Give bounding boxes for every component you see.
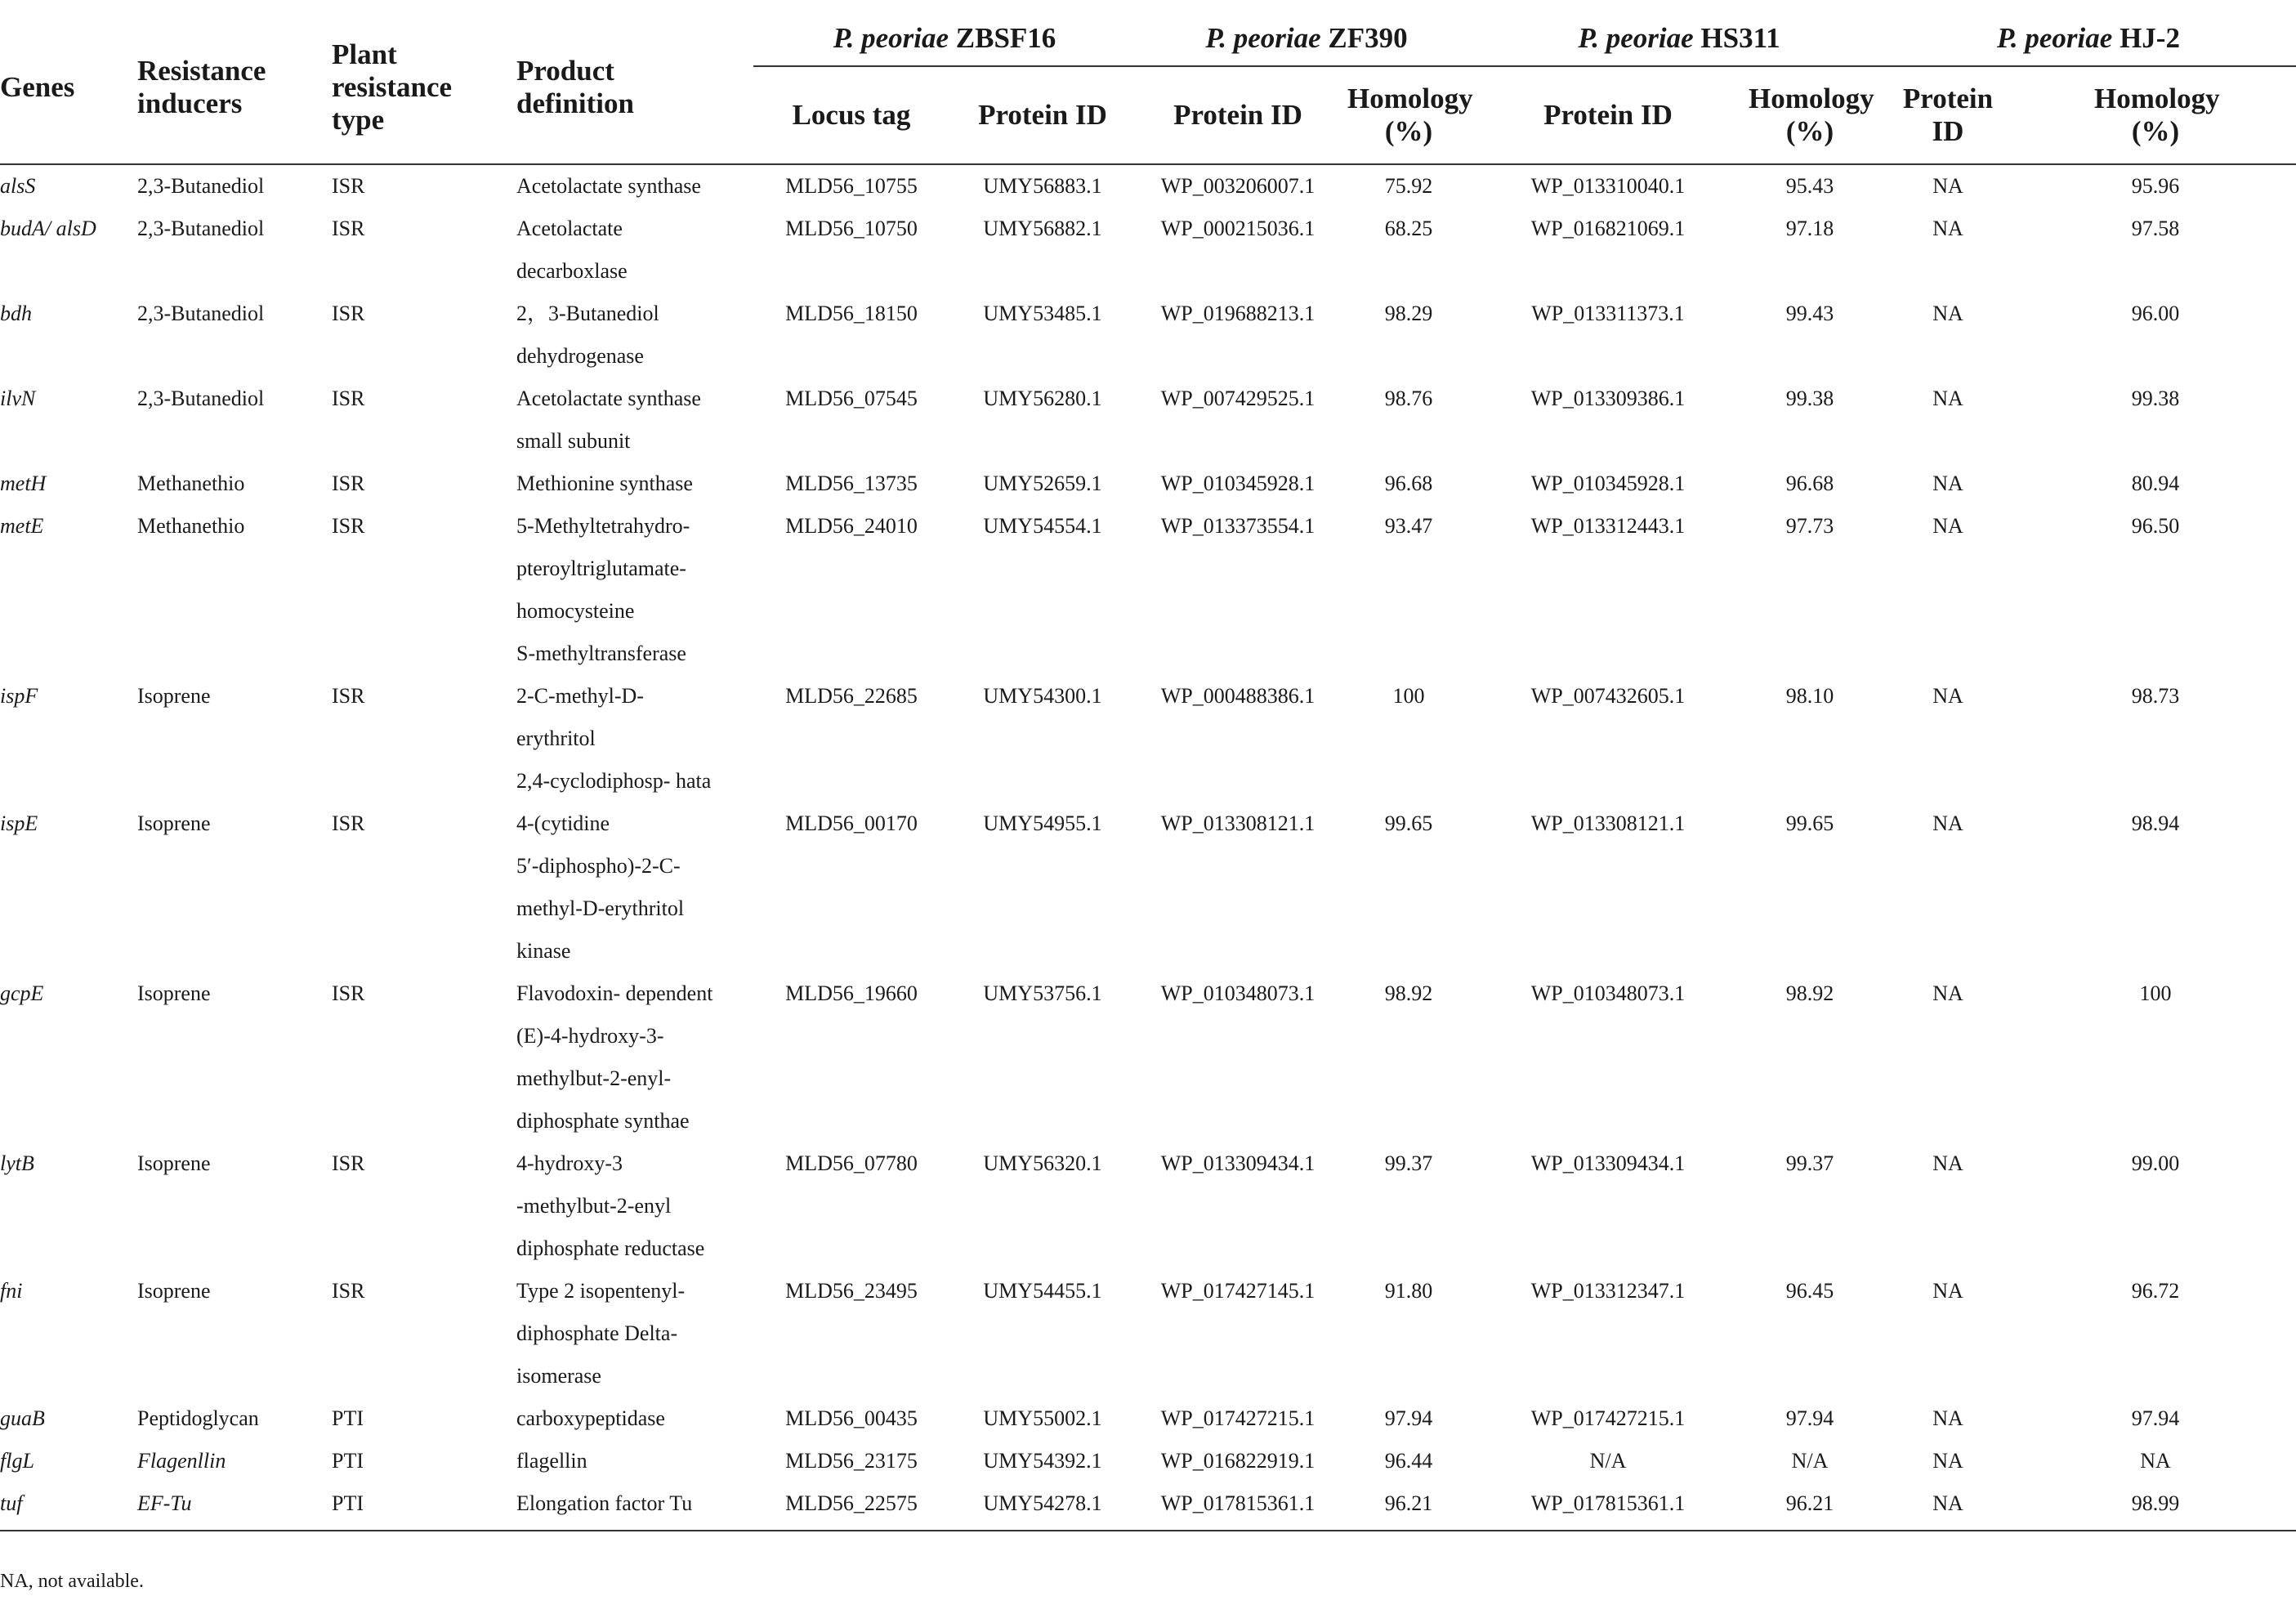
cell-locus-tag: MLD56_07780 (785, 1151, 918, 1175)
subheader-protein-id-hj2 (1881, 66, 2015, 164)
cell-homology-zf390: 99.37 (1384, 1151, 1433, 1175)
cell-protein-id-hs311: WP_010348073.1 (1530, 981, 1686, 1005)
cell-inducer: Peptidoglycan (137, 1406, 259, 1430)
cell-locus-tag: MLD56_24010 (785, 514, 918, 538)
cell-homology-hj2: 96.72 (2131, 1279, 2180, 1303)
cell-protein-id-hs311: WP_013312443.1 (1530, 514, 1686, 538)
cell-gene: metH (0, 472, 47, 495)
product-line: isomerase (516, 1364, 601, 1388)
cell-gene: gcpE (0, 981, 44, 1005)
cell-homology-hs311: 96.21 (1739, 1482, 1881, 1531)
cell-homology-hj2: 98.94 (2131, 811, 2180, 835)
cell-protein-id-zf390: WP_017815361.1 (1136, 1482, 1340, 1531)
cell-homology-hs311: 97.18 (1785, 217, 1834, 240)
cell-product-definition (516, 505, 753, 675)
cell-protein-id-zf390: WP_007429525.1 (1160, 387, 1316, 410)
table-body (0, 164, 2296, 1531)
subheader-homology-text: Homology (%) (1749, 83, 1874, 147)
cell-homology-zf390: 68.25 (1384, 217, 1433, 240)
cell-product-definition (516, 164, 753, 208)
cell-protein-id-hj2: NA (1932, 684, 1963, 708)
table-row (0, 1482, 2296, 1531)
cell-protein-id: UMY54278.1 (949, 1482, 1136, 1531)
cell-resistance-type: ISR (332, 217, 365, 240)
cell-gene: budA/ alsD (0, 217, 96, 240)
cell-resistance-type: PTI (332, 1482, 516, 1531)
cell-protein-id: UMY54300.1 (983, 684, 1102, 708)
cell-inducer: Isoprene (137, 1151, 211, 1175)
subheader-homology-hj2 (2015, 66, 2296, 164)
cell-protein-id-zf390: WP_013308121.1 (1160, 811, 1316, 835)
cell-homology-zf390: 97.94 (1384, 1406, 1433, 1430)
cell-protein-id-zf390: WP_016822919.1 (1160, 1449, 1316, 1473)
product-line: flagellin (516, 1449, 587, 1473)
cell-homology-zf390: 99.65 (1384, 811, 1433, 835)
cell-protein-id-hj2: NA (1932, 302, 1963, 325)
cell-homology-hj2: 98.73 (2131, 684, 2180, 708)
cell-inducer: EF-Tu (137, 1482, 332, 1531)
cell-locus-tag: MLD56_13735 (785, 472, 918, 495)
cell-protein-id: UMY56280.1 (983, 387, 1102, 410)
product-line: dehydrogenase (516, 344, 644, 368)
group-strain: HS311 (1700, 22, 1780, 54)
product-line: methyl-D-erythritol (516, 896, 685, 920)
cell-product-definition (516, 1397, 753, 1440)
product-line: -methylbut-2-enyl (516, 1194, 672, 1218)
cell-gene: guaB (0, 1406, 45, 1430)
cell-protein-id-hj2: NA (1932, 472, 1963, 495)
cell-homology-hs311: 98.92 (1785, 981, 1834, 1005)
cell-protein-id-hj2: NA (1932, 1151, 1963, 1175)
cell-protein-id: UMY54955.1 (983, 811, 1102, 835)
cell-protein-id: UMY56882.1 (983, 217, 1102, 240)
subheader-protein-id: Protein ID (949, 66, 1136, 164)
cell-gene: ispE (0, 811, 38, 835)
product-line: small subunit (516, 429, 631, 453)
header-genes: Genes (0, 11, 137, 164)
cell-gene: fni (0, 1279, 23, 1303)
product-line: Flavodoxin- dependent (516, 981, 713, 1005)
group-header-hs311 (1477, 11, 1881, 66)
cell-protein-id-hj2: NA (1932, 1449, 1963, 1473)
cell-locus-tag: MLD56_22575 (753, 1482, 949, 1531)
cell-locus-tag: MLD56_23495 (785, 1279, 918, 1303)
header-product-definition (516, 11, 753, 164)
cell-gene: flgL (0, 1449, 34, 1473)
cell-protein-id-hj2: NA (1932, 174, 1963, 198)
cell-locus-tag: MLD56_22685 (785, 684, 918, 708)
cell-locus-tag: MLD56_07545 (785, 387, 918, 410)
subheader-protein-id-zf390: Protein ID (1136, 66, 1340, 164)
product-line: diphosphate synthae (516, 1109, 690, 1133)
cell-homology-hs311: 95.43 (1785, 174, 1834, 198)
table-row (0, 675, 2296, 802)
cell-resistance-type: PTI (332, 1406, 364, 1430)
cell-protein-id-hj2: NA (1881, 1482, 2015, 1531)
cell-product-definition (516, 675, 753, 802)
product-line: diphosphate Delta- (516, 1321, 678, 1345)
cell-homology-hj2: NA (2140, 1449, 2171, 1473)
cell-homology-hs311: 99.38 (1785, 387, 1834, 410)
cell-homology-hs311: 99.43 (1785, 302, 1834, 325)
product-line: erythritol (516, 726, 596, 750)
table-row (0, 972, 2296, 1142)
cell-protein-id-hs311: WP_013308121.1 (1530, 811, 1686, 835)
cell-protein-id: UMY52659.1 (983, 472, 1102, 495)
cell-protein-id-hs311: WP_010345928.1 (1530, 472, 1686, 495)
cell-gene: tuf (0, 1482, 137, 1531)
product-line: Acetolactate synthase (516, 174, 701, 198)
product-line: Methionine synthase (516, 472, 693, 495)
table-row (0, 1440, 2296, 1482)
group-header-hj2 (1881, 11, 2296, 66)
product-line: Type 2 isopentenyl- (516, 1279, 686, 1303)
cell-homology-hj2: 96.50 (2131, 514, 2180, 538)
cell-inducer: Flagenllin (137, 1449, 226, 1473)
cell-gene: alsS (0, 174, 36, 198)
group-strain: ZBSF16 (955, 22, 1056, 54)
cell-homology-hs311: 99.37 (1785, 1151, 1834, 1175)
cell-homology-hj2: 98.99 (2015, 1482, 2296, 1531)
product-line: 5′-diphospho)-2-C- (516, 854, 681, 878)
cell-protein-id-zf390: WP_010345928.1 (1160, 472, 1316, 495)
product-line: 2-C-methyl-D- (516, 684, 644, 708)
table-row (0, 1397, 2296, 1440)
product-line: kinase (516, 939, 571, 963)
cell-protein-id-hs311: WP_017815361.1 (1477, 1482, 1739, 1531)
cell-locus-tag: MLD56_18150 (785, 302, 918, 325)
table-row (0, 293, 2296, 378)
cell-homology-hj2: 96.00 (2131, 302, 2180, 325)
cell-product-definition (516, 1482, 753, 1531)
product-line: Elongation factor Tu (516, 1491, 693, 1515)
cell-homology-zf390: 100 (1392, 684, 1425, 708)
cell-homology-zf390: 75.92 (1384, 174, 1433, 198)
cell-locus-tag: MLD56_10755 (785, 174, 918, 198)
cell-gene: ilvN (0, 387, 36, 410)
cell-homology-zf390: 93.47 (1384, 514, 1433, 538)
cell-locus-tag: MLD56_00170 (785, 811, 918, 835)
group-strain: ZF390 (1328, 22, 1408, 54)
cell-protein-id-zf390: WP_017427215.1 (1160, 1406, 1316, 1430)
cell-protein-id-hj2: NA (1932, 811, 1963, 835)
cell-resistance-type: ISR (332, 472, 365, 495)
subheader-homology-hs311 (1739, 66, 1881, 164)
header-resistance-inducers (137, 11, 332, 164)
product-line: diphosphate reductase (516, 1236, 705, 1260)
cell-protein-id-hj2: NA (1932, 1279, 1963, 1303)
cell-gene: metE (0, 514, 44, 538)
table-row (0, 802, 2296, 972)
cell-protein-id-zf390: WP_013309434.1 (1160, 1151, 1316, 1175)
cell-protein-id-hj2: NA (1932, 387, 1963, 410)
header-resistance-inducers-text: Resistance inducers (137, 55, 266, 119)
header-plant-resistance-type (332, 11, 516, 164)
cell-resistance-type: ISR (332, 1279, 365, 1303)
cell-product-definition (516, 208, 753, 293)
product-line: (E)-4-hydroxy-3- (516, 1024, 664, 1048)
cell-homology-zf390: 96.44 (1384, 1449, 1433, 1473)
subheader-protein-id-hs311: Protein ID (1477, 66, 1739, 164)
cell-resistance-type: PTI (332, 1449, 364, 1473)
cell-protein-id-hs311: WP_007432605.1 (1530, 684, 1686, 708)
cell-product-definition (516, 802, 753, 972)
cell-protein-id-zf390: WP_013373554.1 (1160, 514, 1316, 538)
cell-homology-hs311: 98.10 (1785, 684, 1834, 708)
product-line: 5-Methyltetrahydro- (516, 514, 690, 538)
cell-product-definition (516, 293, 753, 378)
product-line: 2,4-cyclodiphosp- hata (516, 769, 712, 793)
cell-homology-zf390: 98.92 (1384, 981, 1433, 1005)
cell-homology-hj2: 97.58 (2131, 217, 2180, 240)
cell-protein-id: UMY56883.1 (983, 174, 1102, 198)
product-line: carboxypeptidase (516, 1406, 665, 1430)
group-species: P. peoriae (833, 22, 949, 54)
cell-locus-tag: MLD56_00435 (785, 1406, 918, 1430)
table-footnote: NA, not available. (0, 1571, 144, 1592)
cell-protein-id-hs311: WP_013310040.1 (1530, 174, 1686, 198)
table-row (0, 463, 2296, 505)
cell-homology-hs311: 96.45 (1785, 1279, 1834, 1303)
cell-protein-id-zf390: WP_019688213.1 (1160, 302, 1316, 325)
cell-product-definition (516, 1270, 753, 1397)
subheader-protein-id-text: Protein ID (1902, 83, 1994, 147)
cell-protein-id-zf390: WP_003206007.1 (1160, 174, 1316, 198)
product-line: Acetolactate (516, 217, 623, 240)
cell-resistance-type: ISR (332, 514, 365, 538)
cell-homology-hs311: 97.94 (1785, 1406, 1834, 1430)
cell-product-definition (516, 1142, 753, 1270)
group-header-zf390 (1136, 11, 1477, 66)
cell-homology-hs311: 96.68 (1785, 472, 1834, 495)
subheader-homology-text: Homology (%) (2094, 83, 2220, 147)
cell-homology-hj2: 100 (2139, 981, 2172, 1005)
cell-inducer: Methanethio (137, 514, 245, 538)
cell-homology-hs311: 99.65 (1785, 811, 1834, 835)
product-line: decarboxlase (516, 259, 628, 283)
genes-table (0, 11, 2296, 1531)
cell-resistance-type: ISR (332, 684, 365, 708)
cell-protein-id-hs311: WP_013311373.1 (1531, 302, 1685, 325)
cell-homology-hj2: 80.94 (2131, 472, 2180, 495)
cell-locus-tag: MLD56_10750 (785, 217, 918, 240)
group-species: P. peoriae (1205, 22, 1321, 54)
cell-resistance-type: ISR (332, 811, 365, 835)
table-row (0, 208, 2296, 293)
cell-resistance-type: ISR (332, 1151, 365, 1175)
cell-inducer: 2,3-Butanediol (137, 387, 265, 410)
cell-gene: ispF (0, 684, 38, 708)
header-product-definition-text: Product definition (516, 55, 634, 119)
product-line: methylbut-2-enyl- (516, 1066, 672, 1090)
cell-homology-hs311: 97.73 (1785, 514, 1834, 538)
cell-inducer: Isoprene (137, 684, 211, 708)
cell-homology-zf390: 96.21 (1340, 1482, 1477, 1531)
product-line: 2，3-Butanediol (516, 302, 659, 325)
cell-homology-zf390: 91.80 (1384, 1279, 1433, 1303)
cell-protein-id-zf390: WP_010348073.1 (1160, 981, 1316, 1005)
cell-homology-zf390: 98.29 (1384, 302, 1433, 325)
cell-protein-id-hj2: NA (1932, 981, 1963, 1005)
product-line: S-methyltransferase (516, 642, 686, 665)
cell-protein-id-zf390: WP_000488386.1 (1160, 684, 1316, 708)
cell-protein-id: UMY54392.1 (983, 1449, 1102, 1473)
cell-homology-zf390: 98.76 (1384, 387, 1433, 410)
cell-protein-id-zf390: WP_000215036.1 (1160, 217, 1316, 240)
table-row (0, 505, 2296, 675)
cell-protein-id: UMY54455.1 (983, 1279, 1102, 1303)
product-line: Acetolactate synthase (516, 387, 701, 410)
cell-homology-hj2: 99.00 (2131, 1151, 2180, 1175)
cell-protein-id: UMY56320.1 (983, 1151, 1102, 1175)
header-row-groups (0, 11, 2296, 66)
table-row (0, 1270, 2296, 1397)
header-plant-resistance-type-text: Plant resistance type (332, 38, 453, 136)
cell-locus-tag: MLD56_19660 (785, 981, 918, 1005)
cell-inducer: Isoprene (137, 811, 211, 835)
group-strain: HJ-2 (2120, 22, 2180, 54)
cell-protein-id-hs311: WP_017427215.1 (1530, 1406, 1686, 1430)
cell-inducer: Isoprene (137, 981, 211, 1005)
cell-inducer: 2,3-Butanediol (137, 174, 265, 198)
cell-gene: lytB (0, 1151, 34, 1175)
table-row (0, 1142, 2296, 1270)
cell-resistance-type: ISR (332, 387, 365, 410)
cell-product-definition (516, 1440, 753, 1482)
cell-homology-hj2: 99.38 (2131, 387, 2180, 410)
cell-protein-id-hs311: N/A (1589, 1449, 1627, 1473)
group-species: P. peoriae (1578, 22, 1694, 54)
cell-protein-id-hj2: NA (1932, 514, 1963, 538)
table-row (0, 164, 2296, 208)
cell-protein-id-hs311: WP_013309386.1 (1530, 387, 1686, 410)
cell-protein-id-hs311: WP_013309434.1 (1530, 1151, 1686, 1175)
cell-protein-id-hj2: NA (1932, 1406, 1963, 1430)
subheader-locus-tag: Locus tag (753, 66, 949, 164)
cell-resistance-type: ISR (332, 302, 365, 325)
table-row (0, 378, 2296, 463)
cell-protein-id: UMY53485.1 (983, 302, 1102, 325)
cell-homology-hj2: 97.94 (2131, 1406, 2180, 1430)
cell-homology-hs311: N/A (1791, 1449, 1829, 1473)
cell-homology-hj2: 95.96 (2131, 174, 2180, 198)
cell-protein-id-hj2: NA (1932, 217, 1963, 240)
subheader-homology-text: Homology (%) (1347, 83, 1473, 147)
group-species: P. peoriae (1997, 22, 2113, 54)
subheader-homology-zf390 (1340, 66, 1477, 164)
cell-resistance-type: ISR (332, 174, 365, 198)
cell-inducer: 2,3-Butanediol (137, 302, 265, 325)
cell-inducer: Methanethio (137, 472, 245, 495)
cell-resistance-type: ISR (332, 981, 365, 1005)
cell-inducer: 2,3-Butanediol (137, 217, 265, 240)
cell-protein-id-hs311: WP_016821069.1 (1530, 217, 1686, 240)
group-header-zbsf16 (753, 11, 1136, 66)
cell-protein-id-hs311: WP_013312347.1 (1530, 1279, 1686, 1303)
cell-product-definition (516, 972, 753, 1142)
cell-gene: bdh (0, 302, 32, 325)
cell-protein-id-zf390: WP_017427145.1 (1160, 1279, 1316, 1303)
cell-protein-id: UMY54554.1 (983, 514, 1102, 538)
cell-product-definition (516, 463, 753, 505)
product-line: 4-(cytidine (516, 811, 610, 835)
cell-product-definition (516, 378, 753, 463)
product-line: 4-hydroxy-3 (516, 1151, 623, 1175)
cell-protein-id: UMY53756.1 (983, 981, 1102, 1005)
cell-inducer: Isoprene (137, 1279, 211, 1303)
product-line: pteroyltriglutamate- (516, 557, 686, 580)
cell-homology-zf390: 96.68 (1384, 472, 1433, 495)
cell-protein-id: UMY55002.1 (983, 1406, 1102, 1430)
cell-locus-tag: MLD56_23175 (785, 1449, 918, 1473)
product-line: homocysteine (516, 599, 635, 623)
